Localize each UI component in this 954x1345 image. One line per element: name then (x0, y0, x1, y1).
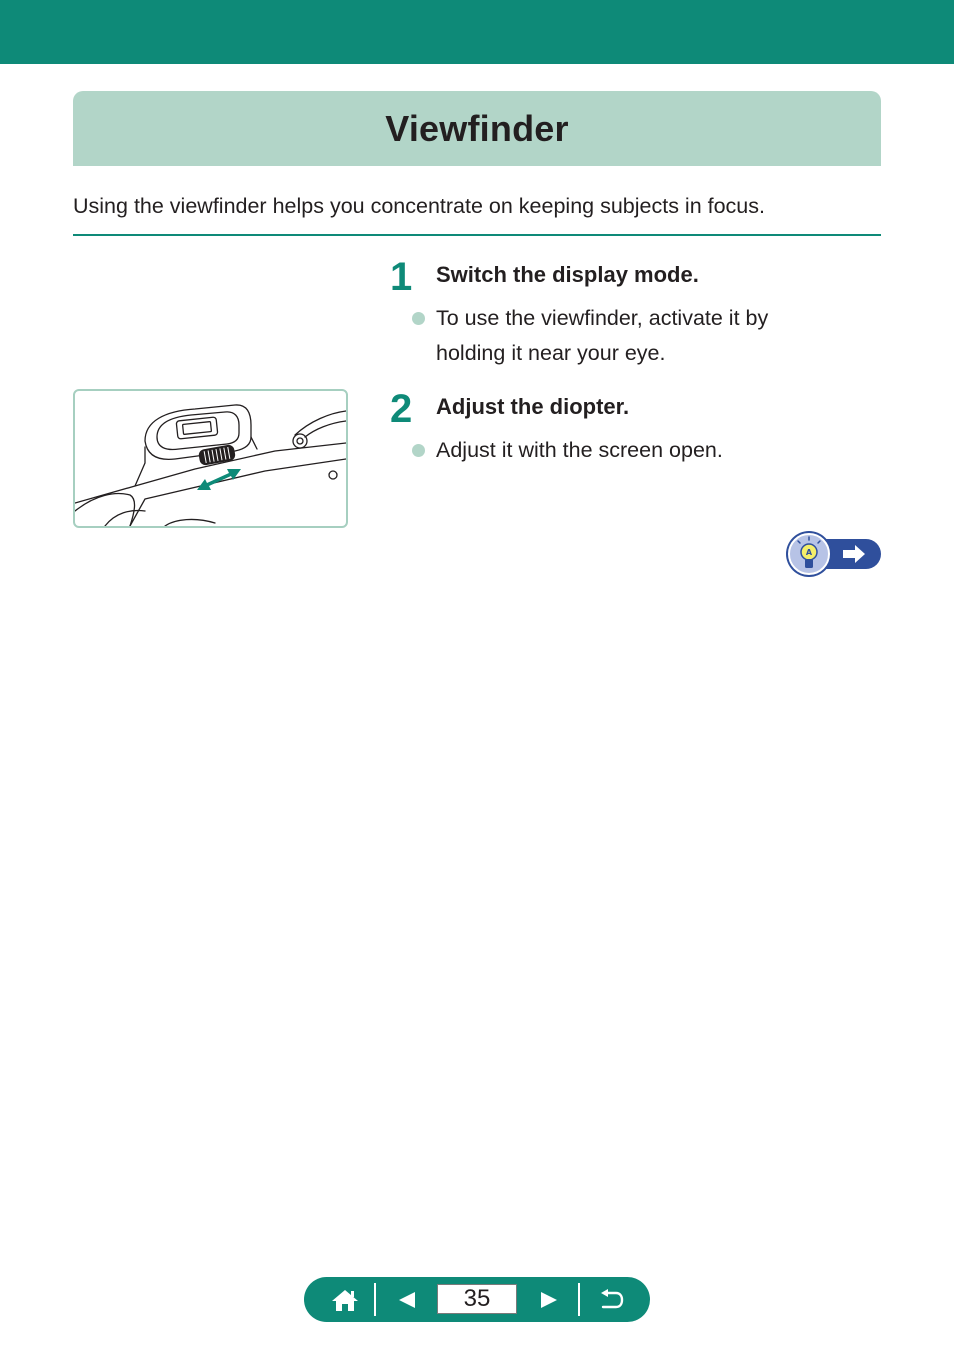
page-number: 35 (437, 1284, 517, 1314)
prev-page-button[interactable] (382, 1277, 432, 1322)
prev-page-icon (397, 1291, 417, 1309)
step-1-title: Switch the display mode. (436, 262, 699, 287)
svg-text:A: A (805, 548, 813, 557)
step-2-number: 2 (390, 387, 413, 431)
step-2-text-line-1: Adjust it with the screen open. (436, 438, 723, 462)
diopter-illustration (73, 389, 348, 528)
home-button[interactable] (320, 1277, 370, 1322)
step-1-text-line-2: holding it near your eye. (436, 341, 666, 365)
return-button[interactable] (586, 1277, 636, 1322)
page-navigation (304, 1277, 650, 1322)
home-icon (331, 1288, 359, 1312)
nav-divider (578, 1283, 580, 1316)
page-title: Viewfinder (385, 107, 569, 149)
tips-link-button[interactable] (785, 530, 881, 578)
camera-viewfinder-illustration (75, 391, 346, 526)
divider (73, 234, 881, 236)
bullet-icon (412, 312, 425, 325)
return-icon (598, 1289, 624, 1311)
step-2-title: Adjust the diopter. (436, 394, 630, 419)
step-1-text-line-1: To use the viewfinder, activate it by (436, 306, 769, 330)
bullet-icon (412, 444, 425, 457)
header-bar (0, 0, 954, 64)
next-page-button[interactable] (524, 1277, 574, 1322)
next-page-icon (539, 1291, 559, 1309)
step-1-number: 1 (390, 255, 413, 299)
intro-text: Using the viewfinder helps you concentrate on keeping subjects in focus. (73, 194, 765, 218)
title-banner (73, 91, 881, 166)
nav-divider (374, 1283, 376, 1316)
